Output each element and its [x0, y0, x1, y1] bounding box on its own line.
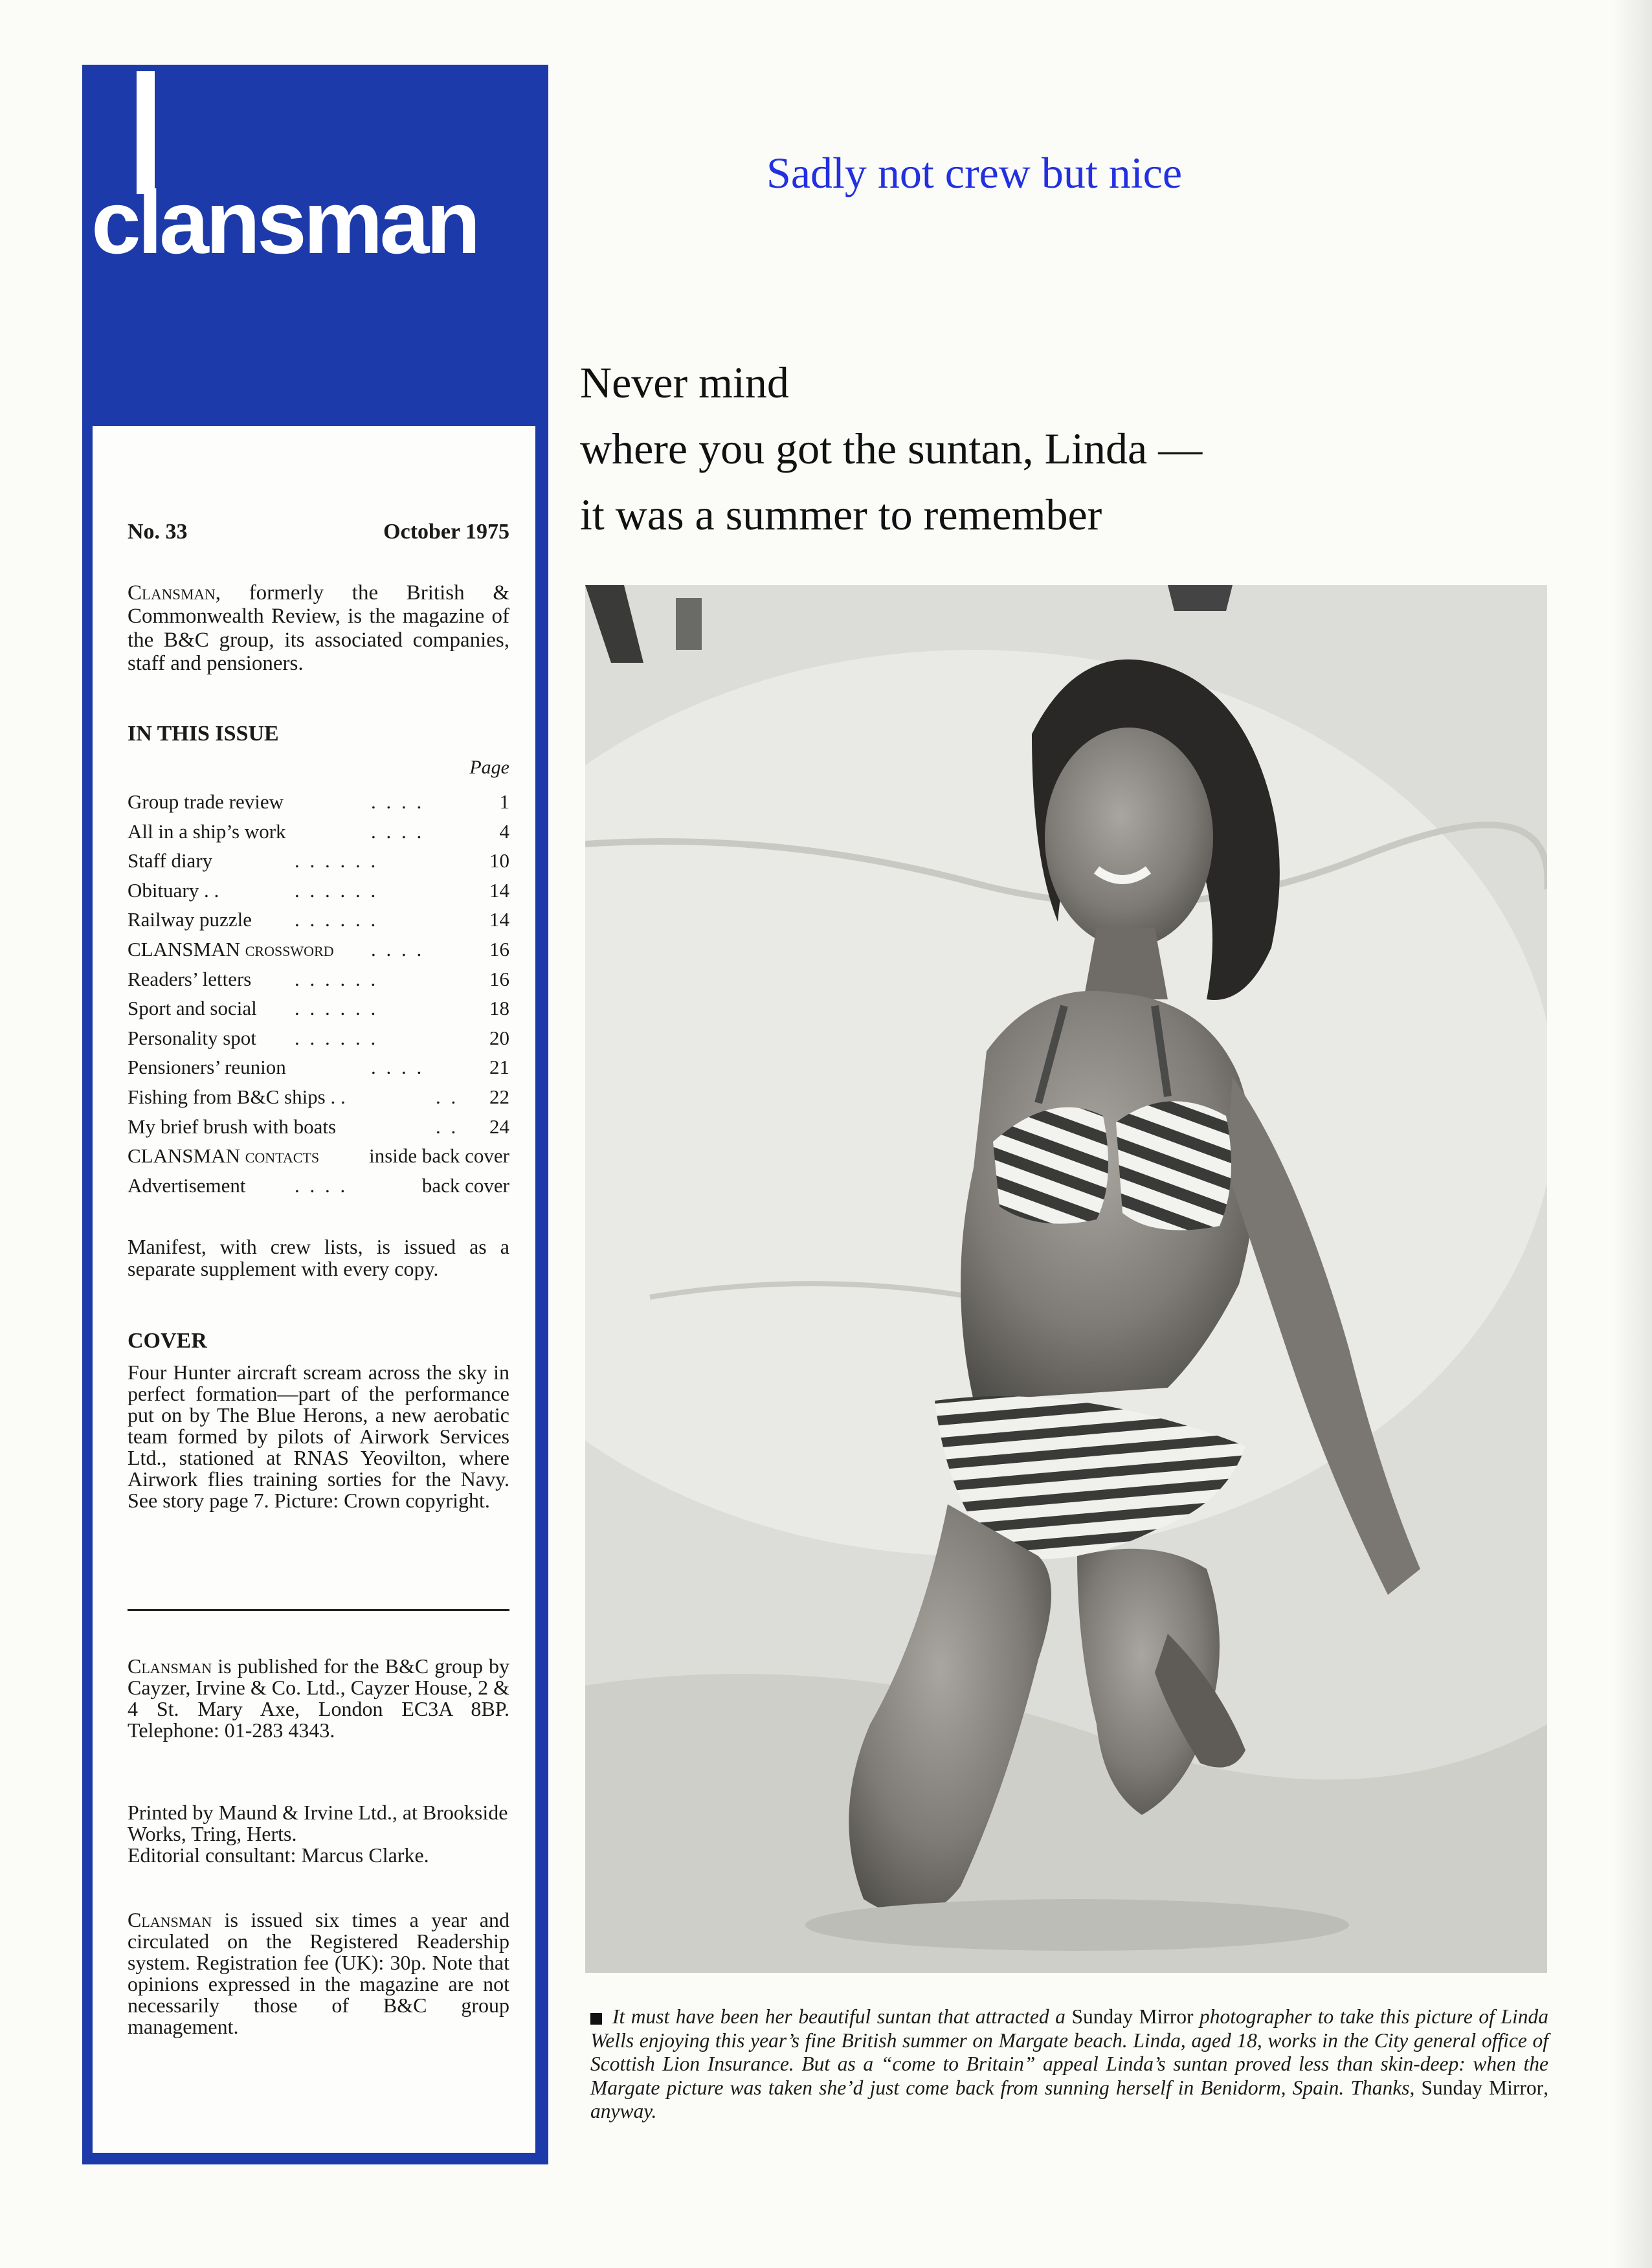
- contents-item-page: 10: [489, 849, 509, 873]
- contents-item: [128, 791, 509, 821]
- masthead: [82, 65, 548, 414]
- contents-item-title: Railway puzzle: [128, 908, 252, 931]
- contents-item-title: Pensioners’ reunion: [128, 1056, 286, 1079]
- contents-item-title: Personality spot: [128, 1026, 256, 1049]
- cover-description: Four Hunter aircraft scream across the sky in perfect formation—part of the performance put on by The Blue Herons, a new aerobatic team formed by pilots of Airwork Services Ltd., stationed at RNAS Yeovilton, where Airwork flies training sorties for the Navy. See story page 7. Picture: Crown copyright.: [128, 1361, 509, 1512]
- headline-line: where you got the suntan, Linda —: [580, 424, 1203, 473]
- contents-item-page: inside back cover: [369, 1144, 509, 1168]
- contents-item-page: 16: [489, 967, 509, 990]
- contents-item-page: back cover: [421, 1173, 509, 1197]
- contents-item-leader: . . . . . .: [295, 849, 379, 873]
- contents-item: [128, 1086, 509, 1116]
- contents-item-leader: . . . .: [371, 819, 425, 843]
- intro-magazine-name: Clansman: [128, 581, 216, 605]
- contents-item: [128, 909, 509, 939]
- contents-item-leader: . . . . . .: [295, 1026, 379, 1049]
- page-edge-shadow: [1613, 0, 1652, 2268]
- contents-item: [128, 1116, 509, 1146]
- contents-item-leader: . . . .: [295, 1173, 348, 1197]
- contents-item-title: CLANSMAN crossword: [128, 937, 334, 961]
- printer-line: Printed by Maund & Irvine Ltd., at Brookside Works, Tring, Herts.: [128, 1801, 508, 1845]
- contents-item-page: 18: [489, 997, 509, 1020]
- caption-newspaper-name: Sunday Mirror: [1071, 2005, 1194, 2028]
- caption-text: It must have been her beautiful suntan that attracted a: [612, 2005, 1072, 2028]
- annotation-text: Sadly not crew but nice: [766, 148, 1183, 197]
- caption-text: , anyway.: [590, 2076, 1549, 2123]
- issue-number: No. 33: [128, 520, 188, 544]
- contents-item-page: 14: [489, 908, 509, 931]
- contents-heading: IN THIS ISSUE: [128, 722, 279, 746]
- photo-illustration: [585, 585, 1547, 1973]
- intro-text: , formerly the British & Commonwealth Review, is the magazine of the B&C group, its associated companies, staff and pensioners.: [128, 581, 509, 675]
- issue-date: October 1975: [383, 520, 509, 544]
- contents-item: [128, 850, 509, 880]
- contents-item: [128, 1056, 509, 1086]
- headline-line: it was a summer to remember: [580, 490, 1102, 539]
- clansman-logo: clansman: [91, 173, 478, 272]
- contents-item: [128, 880, 509, 909]
- contents-item-page: 20: [489, 1026, 509, 1049]
- contents-item-page: 16: [489, 937, 509, 961]
- printer-note: [128, 1802, 509, 1866]
- contents-item: [128, 939, 509, 968]
- contents-item-leader: . . . . . .: [295, 997, 379, 1020]
- contents-item-page: 4: [499, 819, 509, 843]
- contents-item: [128, 1175, 509, 1205]
- contents-item-leader: . . . . . .: [295, 908, 379, 931]
- contents-item-leader: . . . .: [371, 937, 425, 961]
- contents-item-page: 24: [489, 1115, 509, 1138]
- contents-item-leader: . . . .: [371, 790, 425, 813]
- editorial-consultant-line: Editorial consultant: Marcus Clarke.: [128, 1843, 429, 1867]
- contents-item-title: Fishing from B&C ships . .: [128, 1085, 346, 1108]
- beach-photograph: [585, 585, 1547, 1973]
- contents-item-title: All in a ship’s work: [128, 819, 286, 843]
- contents-item-leader: . . . . . .: [295, 878, 379, 902]
- contents-item-leader: . .: [436, 1115, 459, 1138]
- publisher-note: [128, 1656, 509, 1741]
- intro-paragraph: [128, 581, 509, 675]
- contents-item-page: 21: [489, 1056, 509, 1079]
- manifest-note: Manifest, with crew lists, is issued as a separate supplement with every copy.: [128, 1235, 509, 1280]
- caption-text: photographer to take this picture of Linda Wells enjoying this year’s fine British summer on Margate beach. Linda, aged 18, works in the City general office of Scottish Lion Insurance. But as a “come to Britain” appeal Linda’s suntan proved less than skin-deep: when the Margate picture was taken she’d just come back from sunning herself in Benidorm, Spain. Thanks,: [590, 2005, 1548, 2099]
- contents-list: [128, 791, 509, 1204]
- contents-item-page: 1: [499, 790, 509, 813]
- contents-item-title: Sport and social: [128, 997, 257, 1020]
- contents-item: [128, 1145, 509, 1175]
- contents-page-header: Page: [469, 757, 509, 778]
- caption-newspaper-name: Sunday Mirror: [1421, 2076, 1544, 2099]
- contents-item-leader: . .: [436, 1085, 459, 1108]
- contents-item: [128, 821, 509, 850]
- photo-caption: [590, 2005, 1548, 2124]
- circulation-note: [128, 1909, 509, 2038]
- contents-item-title: Group trade review: [128, 790, 284, 813]
- info-panel: [93, 426, 535, 2153]
- publisher-text: is published for the B&C group by Cayzer, Irvine & Co. Ltd., Cayzer House, 2 & 4 St. Mary Axe, London EC3A 8BP. Telephone: 01-283 4343.: [128, 1654, 509, 1742]
- contents-item-leader: . . . . . .: [295, 967, 379, 990]
- cover-heading: COVER: [128, 1329, 207, 1353]
- circulation-text: is issued six times a year and circulated on the Registered Readership system. Registration fee (UK): 30p. Note that opinions expressed in the magazine are not necessarily those of B&C group management.: [128, 1908, 509, 2038]
- square-bullet-icon: [590, 2013, 602, 2025]
- circulation-magazine-name: Clansman: [128, 1908, 212, 1931]
- contents-item: [128, 968, 509, 998]
- article-headline: [580, 350, 1551, 548]
- contents-item: [128, 1027, 509, 1057]
- contents-item-page: 14: [489, 878, 509, 902]
- contents-item-title: CLANSMAN contacts: [128, 1144, 320, 1168]
- contents-item-title: Advertisement: [128, 1173, 246, 1197]
- contents-item-title: Obituary . .: [128, 878, 219, 902]
- sidebar-column: [82, 65, 548, 2164]
- contents-item: [128, 997, 509, 1027]
- contents-item-title: Readers’ letters: [128, 967, 252, 990]
- publisher-magazine-name: Clansman: [128, 1654, 212, 1678]
- contents-item-title: My brief brush with boats: [128, 1115, 337, 1138]
- contents-item-page: 22: [489, 1085, 509, 1108]
- headline-line: Never mind: [580, 358, 789, 407]
- contents-item-leader: . . . .: [371, 1056, 425, 1079]
- divider-rule: [128, 1609, 509, 1611]
- contents-item-title: Staff diary: [128, 849, 213, 873]
